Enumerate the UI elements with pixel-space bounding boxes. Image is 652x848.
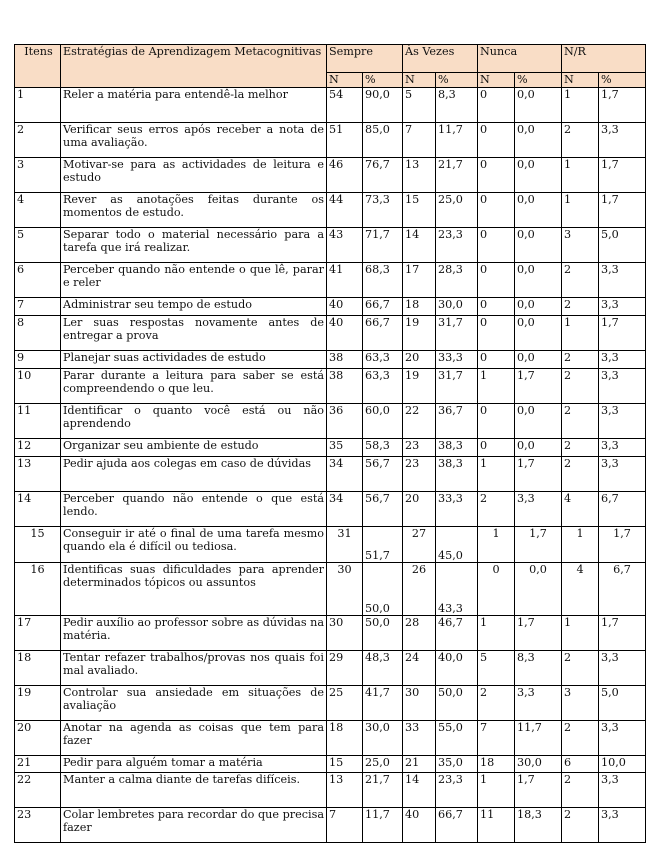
- cell-sempre-n: 40: [327, 316, 363, 351]
- cell-as-vezes-pct: 11,7: [436, 123, 478, 158]
- table-row: [15, 123, 646, 158]
- cell-nunca-n: 18: [478, 756, 515, 773]
- row-strategy-text: Pedir para alguém tomar a matéria: [61, 756, 327, 773]
- cell-as-vezes-n: 14: [403, 228, 436, 263]
- cell-as-vezes-n: 5: [403, 88, 436, 123]
- cell-nunca-n: 2: [478, 492, 515, 527]
- cell-as-vezes-n: 13: [403, 158, 436, 193]
- cell-nunca-pct: 0,0: [515, 298, 562, 316]
- cell-sempre-pct: 50,0: [363, 563, 403, 616]
- cell-nunca-pct: 1,7: [515, 616, 562, 651]
- cell-nr-pct: 3,3: [599, 808, 646, 843]
- metacognitive-strategies-table: [14, 44, 646, 843]
- table-row: [15, 651, 646, 686]
- cell-sempre-pct: 11,7: [363, 808, 403, 843]
- cell-as-vezes-n: 24: [403, 651, 436, 686]
- cell-as-vezes-n: 18: [403, 298, 436, 316]
- cell-nr-n: 2: [562, 298, 599, 316]
- cell-sempre-pct: 76,7: [363, 158, 403, 193]
- cell-sempre-pct: 60,0: [363, 404, 403, 439]
- header-sub-n: N: [403, 73, 436, 88]
- row-item-number: 1: [15, 88, 61, 123]
- header-sub-n: N: [478, 73, 515, 88]
- cell-nunca-pct: 11,7: [515, 721, 562, 756]
- row-item-number: 4: [15, 193, 61, 228]
- cell-nr-pct: 3,3: [599, 773, 646, 808]
- cell-nr-pct: 3,3: [599, 263, 646, 298]
- cell-as-vezes-pct: 25,0: [436, 193, 478, 228]
- cell-as-vezes-pct: 40,0: [436, 651, 478, 686]
- row-strategy-text: Perceber quando não entende o que está lendo.: [61, 492, 327, 527]
- cell-nr-n: 3: [562, 228, 599, 263]
- cell-nunca-pct: 1,7: [515, 527, 562, 563]
- cell-as-vezes-pct: 66,7: [436, 808, 478, 843]
- cell-nunca-n: 0: [478, 228, 515, 263]
- cell-sempre-n: 35: [327, 439, 363, 457]
- cell-nr-pct: 3,3: [599, 651, 646, 686]
- cell-nr-n: 3: [562, 686, 599, 721]
- cell-nr-pct: 3,3: [599, 404, 646, 439]
- cell-nunca-pct: 0,0: [515, 316, 562, 351]
- row-strategy-text: Rever as anotações feitas durante os momentos de estudo.: [61, 193, 327, 228]
- row-strategy-text: Planejar suas actividades de estudo: [61, 351, 327, 369]
- cell-nr-n: 2: [562, 263, 599, 298]
- row-strategy-text: Controlar sua ansiedade em situações de avaliação: [61, 686, 327, 721]
- cell-nunca-n: 0: [478, 158, 515, 193]
- row-item-number: 19: [15, 686, 61, 721]
- cell-nr-n: 2: [562, 773, 599, 808]
- row-strategy-text: Tentar refazer trabalhos/provas nos quais foi mal avaliado.: [61, 651, 327, 686]
- cell-as-vezes-pct: 28,3: [436, 263, 478, 298]
- row-strategy-text: Identificas suas dificuldades para aprender determinados tópicos ou assuntos: [61, 563, 327, 616]
- cell-nr-pct: 3,3: [599, 457, 646, 492]
- row-strategy-text: Conseguir ir até o final de uma tarefa mesmo quando ela é difícil ou tediosa.: [61, 527, 327, 563]
- cell-as-vezes-pct: 45,0: [436, 527, 478, 563]
- row-item-number: 16: [15, 563, 61, 616]
- table-row: [15, 351, 646, 369]
- cell-sempre-n: 30: [327, 563, 363, 616]
- cell-nunca-pct: 0,0: [515, 404, 562, 439]
- cell-nunca-pct: 1,7: [515, 457, 562, 492]
- cell-nr-n: 2: [562, 404, 599, 439]
- header-sub-n: N: [562, 73, 599, 88]
- cell-sempre-n: 51: [327, 123, 363, 158]
- header-sub-n: N: [327, 73, 363, 88]
- cell-sempre-pct: 58,3: [363, 439, 403, 457]
- cell-as-vezes-pct: 36,7: [436, 404, 478, 439]
- cell-nunca-n: 0: [478, 439, 515, 457]
- cell-as-vezes-n: 40: [403, 808, 436, 843]
- row-strategy-text: Manter a calma diante de tarefas difíceis.: [61, 773, 327, 808]
- table-header: [15, 45, 646, 88]
- cell-as-vezes-pct: 31,7: [436, 369, 478, 404]
- cell-as-vezes-n: 19: [403, 316, 436, 351]
- row-strategy-text: Colar lembretes para recordar do que precisa fazer: [61, 808, 327, 843]
- cell-sempre-pct: 71,7: [363, 228, 403, 263]
- cell-nr-n: 2: [562, 369, 599, 404]
- cell-nunca-n: 0: [478, 404, 515, 439]
- cell-nr-n: 2: [562, 439, 599, 457]
- cell-as-vezes-n: 21: [403, 756, 436, 773]
- cell-as-vezes-pct: 30,0: [436, 298, 478, 316]
- cell-sempre-n: 54: [327, 88, 363, 123]
- cell-nunca-n: 11: [478, 808, 515, 843]
- cell-nr-n: 1: [562, 88, 599, 123]
- cell-sempre-pct: 68,3: [363, 263, 403, 298]
- cell-as-vezes-n: 17: [403, 263, 436, 298]
- cell-as-vezes-pct: 31,7: [436, 316, 478, 351]
- cell-as-vezes-n: 27: [403, 527, 436, 563]
- row-item-number: 18: [15, 651, 61, 686]
- cell-nunca-n: 1: [478, 457, 515, 492]
- cell-nunca-pct: 1,7: [515, 369, 562, 404]
- cell-as-vezes-pct: 8,3: [436, 88, 478, 123]
- cell-sempre-pct: 66,7: [363, 316, 403, 351]
- cell-as-vezes-n: 33: [403, 721, 436, 756]
- cell-as-vezes-pct: 21,7: [436, 158, 478, 193]
- cell-sempre-pct: 41,7: [363, 686, 403, 721]
- cell-as-vezes-n: 19: [403, 369, 436, 404]
- row-strategy-text: Reler a matéria para entendê-la melhor: [61, 88, 327, 123]
- cell-nr-n: 2: [562, 651, 599, 686]
- cell-sempre-n: 41: [327, 263, 363, 298]
- cell-nunca-n: 2: [478, 686, 515, 721]
- cell-nr-pct: 5,0: [599, 686, 646, 721]
- header-items: Itens: [15, 45, 61, 88]
- cell-sempre-n: 34: [327, 492, 363, 527]
- cell-nr-n: 2: [562, 123, 599, 158]
- cell-sempre-pct: 21,7: [363, 773, 403, 808]
- table-row: [15, 721, 646, 756]
- cell-sempre-n: 38: [327, 369, 363, 404]
- header-nr: N/R: [562, 45, 646, 73]
- cell-as-vezes-n: 22: [403, 404, 436, 439]
- cell-sempre-pct: 63,3: [363, 369, 403, 404]
- table-row: [15, 527, 646, 563]
- cell-nunca-n: 1: [478, 527, 515, 563]
- cell-nunca-pct: 0,0: [515, 439, 562, 457]
- cell-sempre-pct: 63,3: [363, 351, 403, 369]
- cell-sempre-pct: 48,3: [363, 651, 403, 686]
- row-item-number: 6: [15, 263, 61, 298]
- cell-nunca-pct: 0,0: [515, 193, 562, 228]
- cell-as-vezes-n: 30: [403, 686, 436, 721]
- table-row: [15, 316, 646, 351]
- cell-nr-pct: 1,7: [599, 158, 646, 193]
- cell-sempre-n: 25: [327, 686, 363, 721]
- cell-nr-pct: 3,3: [599, 351, 646, 369]
- cell-as-vezes-n: 20: [403, 351, 436, 369]
- cell-nr-n: 1: [562, 158, 599, 193]
- cell-nr-pct: 6,7: [599, 563, 646, 616]
- cell-nunca-pct: 18,3: [515, 808, 562, 843]
- cell-nr-n: 2: [562, 457, 599, 492]
- cell-nunca-n: 0: [478, 351, 515, 369]
- cell-as-vezes-pct: 38,3: [436, 439, 478, 457]
- cell-nr-n: 2: [562, 721, 599, 756]
- cell-sempre-pct: 85,0: [363, 123, 403, 158]
- header-as-vezes: Às Vezes: [403, 45, 478, 73]
- header-sempre: Sempre: [327, 45, 403, 73]
- cell-as-vezes-pct: 50,0: [436, 686, 478, 721]
- cell-nr-pct: 5,0: [599, 228, 646, 263]
- cell-sempre-n: 44: [327, 193, 363, 228]
- cell-nr-n: 2: [562, 808, 599, 843]
- cell-sempre-n: 31: [327, 527, 363, 563]
- cell-nunca-pct: 0,0: [515, 158, 562, 193]
- table-row: [15, 228, 646, 263]
- cell-sempre-n: 15: [327, 756, 363, 773]
- row-strategy-text: Pedir ajuda aos colegas em caso de dúvidas: [61, 457, 327, 492]
- cell-as-vezes-pct: 23,3: [436, 773, 478, 808]
- cell-sempre-pct: 56,7: [363, 492, 403, 527]
- table-row: [15, 298, 646, 316]
- cell-nr-n: 2: [562, 351, 599, 369]
- cell-nr-pct: 3,3: [599, 721, 646, 756]
- cell-sempre-pct: 50,0: [363, 616, 403, 651]
- cell-nr-pct: 1,7: [599, 527, 646, 563]
- cell-nunca-pct: 0,0: [515, 263, 562, 298]
- cell-nunca-n: 0: [478, 193, 515, 228]
- cell-nunca-pct: 30,0: [515, 756, 562, 773]
- header-sub-pct: %: [363, 73, 403, 88]
- cell-as-vezes-n: 23: [403, 457, 436, 492]
- cell-nr-n: 6: [562, 756, 599, 773]
- cell-as-vezes-pct: 38,3: [436, 457, 478, 492]
- cell-nr-n: 1: [562, 616, 599, 651]
- cell-as-vezes-pct: 55,0: [436, 721, 478, 756]
- table-row: [15, 457, 646, 492]
- cell-nunca-pct: 0,0: [515, 351, 562, 369]
- cell-sempre-n: 36: [327, 404, 363, 439]
- cell-sempre-n: 7: [327, 808, 363, 843]
- cell-as-vezes-pct: 33,3: [436, 492, 478, 527]
- row-item-number: 5: [15, 228, 61, 263]
- cell-as-vezes-n: 26: [403, 563, 436, 616]
- cell-nr-n: 4: [562, 563, 599, 616]
- row-item-number: 3: [15, 158, 61, 193]
- cell-nr-n: 1: [562, 193, 599, 228]
- row-item-number: 9: [15, 351, 61, 369]
- row-strategy-text: Parar durante a leitura para saber se está compreendendo o que leu.: [61, 369, 327, 404]
- table-row: [15, 193, 646, 228]
- header-sub-pct: %: [599, 73, 646, 88]
- cell-sempre-n: 29: [327, 651, 363, 686]
- table-body: [15, 88, 646, 843]
- row-item-number: 2: [15, 123, 61, 158]
- table-row: [15, 158, 646, 193]
- table-row: [15, 773, 646, 808]
- row-strategy-text: Verificar seus erros após receber a nota de uma avaliação.: [61, 123, 327, 158]
- cell-nr-pct: 1,7: [599, 316, 646, 351]
- table-row: [15, 404, 646, 439]
- row-item-number: 14: [15, 492, 61, 527]
- cell-sempre-pct: 90,0: [363, 88, 403, 123]
- table-row: [15, 686, 646, 721]
- row-item-number: 7: [15, 298, 61, 316]
- cell-nr-n: 4: [562, 492, 599, 527]
- cell-as-vezes-pct: 23,3: [436, 228, 478, 263]
- row-item-number: 12: [15, 439, 61, 457]
- row-strategy-text: Perceber quando não entende o que lê, parar e reler: [61, 263, 327, 298]
- cell-as-vezes-n: 28: [403, 616, 436, 651]
- cell-as-vezes-n: 14: [403, 773, 436, 808]
- row-item-number: 11: [15, 404, 61, 439]
- cell-nr-pct: 3,3: [599, 123, 646, 158]
- row-strategy-text: Pedir auxílio ao professor sobre as dúvidas na matéria.: [61, 616, 327, 651]
- cell-nr-pct: 1,7: [599, 88, 646, 123]
- cell-as-vezes-pct: 43,3: [436, 563, 478, 616]
- header-sub-pct: %: [436, 73, 478, 88]
- cell-sempre-pct: 56,7: [363, 457, 403, 492]
- cell-nunca-n: 5: [478, 651, 515, 686]
- cell-nunca-pct: 8,3: [515, 651, 562, 686]
- cell-as-vezes-n: 7: [403, 123, 436, 158]
- cell-nr-pct: 1,7: [599, 616, 646, 651]
- row-strategy-text: Motivar-se para as actividades de leitura e estudo: [61, 158, 327, 193]
- cell-nunca-pct: 0,0: [515, 228, 562, 263]
- cell-sempre-n: 40: [327, 298, 363, 316]
- row-strategy-text: Separar todo o material necessário para a tarefa que irá realizar.: [61, 228, 327, 263]
- table-row: [15, 439, 646, 457]
- row-item-number: 21: [15, 756, 61, 773]
- table-row: [15, 808, 646, 843]
- cell-nr-pct: 3,3: [599, 369, 646, 404]
- cell-nunca-pct: 3,3: [515, 492, 562, 527]
- cell-nunca-n: 7: [478, 721, 515, 756]
- cell-nunca-pct: 0,0: [515, 563, 562, 616]
- cell-nunca-n: 0: [478, 123, 515, 158]
- cell-nunca-n: 0: [478, 563, 515, 616]
- cell-nunca-pct: 3,3: [515, 686, 562, 721]
- cell-sempre-n: 13: [327, 773, 363, 808]
- cell-nunca-pct: 1,7: [515, 773, 562, 808]
- cell-nunca-n: 0: [478, 316, 515, 351]
- cell-sempre-n: 30: [327, 616, 363, 651]
- cell-nunca-n: 1: [478, 616, 515, 651]
- cell-nunca-n: 1: [478, 369, 515, 404]
- row-item-number: 20: [15, 721, 61, 756]
- cell-sempre-n: 18: [327, 721, 363, 756]
- row-item-number: 22: [15, 773, 61, 808]
- cell-sempre-pct: 25,0: [363, 756, 403, 773]
- table-row: [15, 492, 646, 527]
- cell-sempre-n: 38: [327, 351, 363, 369]
- row-strategy-text: Ler suas respostas novamente antes de entregar a prova: [61, 316, 327, 351]
- row-item-number: 13: [15, 457, 61, 492]
- cell-nr-pct: 3,3: [599, 298, 646, 316]
- cell-sempre-pct: 73,3: [363, 193, 403, 228]
- cell-nr-n: 1: [562, 316, 599, 351]
- row-strategy-text: Anotar na agenda as coisas que tem para fazer: [61, 721, 327, 756]
- cell-nunca-n: 0: [478, 298, 515, 316]
- row-item-number: 23: [15, 808, 61, 843]
- cell-as-vezes-pct: 35,0: [436, 756, 478, 773]
- table-row: [15, 563, 646, 616]
- cell-nr-pct: 3,3: [599, 439, 646, 457]
- table-row: [15, 263, 646, 298]
- table-row: [15, 369, 646, 404]
- cell-as-vezes-n: 15: [403, 193, 436, 228]
- cell-nunca-n: 0: [478, 88, 515, 123]
- cell-as-vezes-n: 23: [403, 439, 436, 457]
- cell-nunca-n: 0: [478, 263, 515, 298]
- row-strategy-text: Organizar seu ambiente de estudo: [61, 439, 327, 457]
- cell-nunca-n: 1: [478, 773, 515, 808]
- cell-nr-n: 1: [562, 527, 599, 563]
- table-row: [15, 616, 646, 651]
- row-item-number: 15: [15, 527, 61, 563]
- cell-sempre-n: 34: [327, 457, 363, 492]
- cell-sempre-pct: 66,7: [363, 298, 403, 316]
- cell-sempre-n: 46: [327, 158, 363, 193]
- cell-as-vezes-n: 20: [403, 492, 436, 527]
- table-row: [15, 756, 646, 773]
- table-row: [15, 88, 646, 123]
- cell-nr-pct: 1,7: [599, 193, 646, 228]
- row-item-number: 8: [15, 316, 61, 351]
- cell-sempre-n: 43: [327, 228, 363, 263]
- row-strategy-text: Administrar seu tempo de estudo: [61, 298, 327, 316]
- row-item-number: 17: [15, 616, 61, 651]
- header-sub-pct: %: [515, 73, 562, 88]
- cell-sempre-pct: 51,7: [363, 527, 403, 563]
- row-item-number: 10: [15, 369, 61, 404]
- cell-as-vezes-pct: 46,7: [436, 616, 478, 651]
- cell-as-vezes-pct: 33,3: [436, 351, 478, 369]
- cell-nr-pct: 6,7: [599, 492, 646, 527]
- header-row-groups: [15, 45, 646, 73]
- header-nunca: Nunca: [478, 45, 562, 73]
- cell-nunca-pct: 0,0: [515, 88, 562, 123]
- row-strategy-text: Identificar o quanto você está ou não aprendendo: [61, 404, 327, 439]
- header-strategy: Estratégias de Aprendizagem Metacognitivas: [61, 45, 327, 88]
- cell-nr-pct: 10,0: [599, 756, 646, 773]
- cell-nunca-pct: 0,0: [515, 123, 562, 158]
- cell-sempre-pct: 30,0: [363, 721, 403, 756]
